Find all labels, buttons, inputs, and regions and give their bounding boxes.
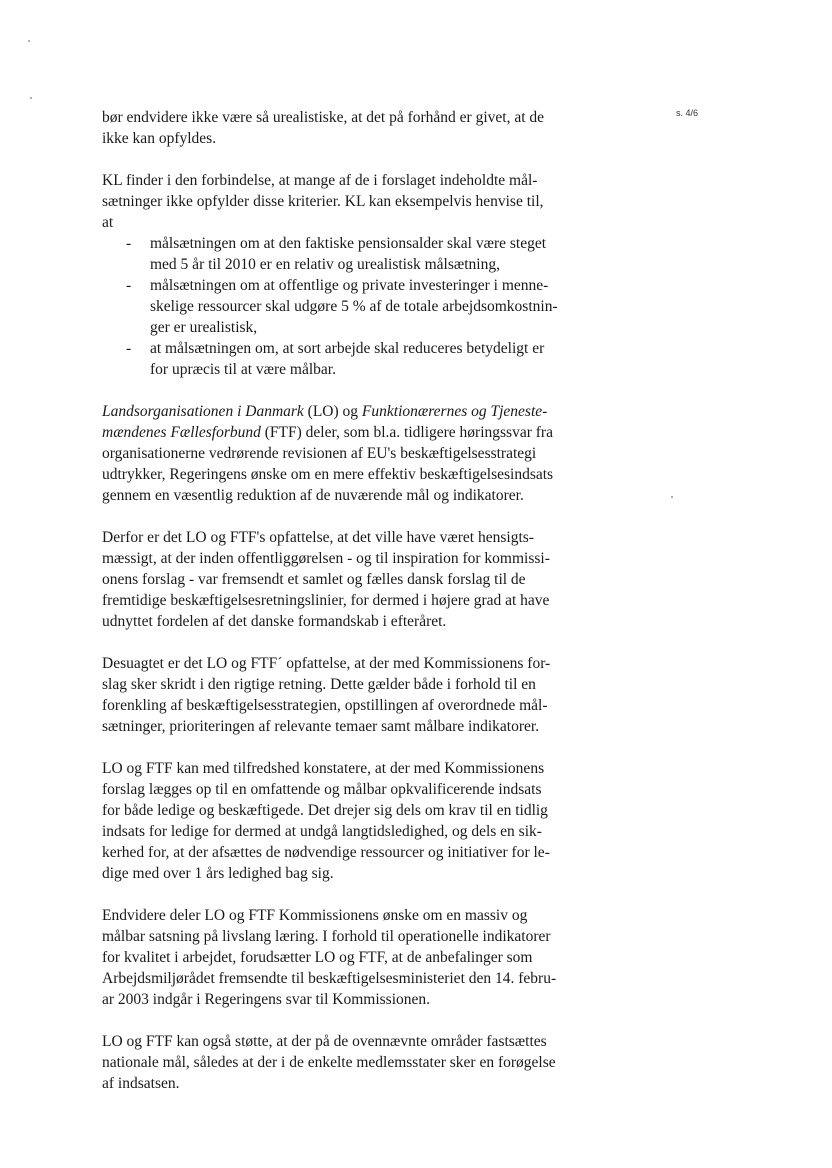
letter-body: [102, 107, 622, 1115]
paragraph-4: [102, 527, 622, 632]
text-line: KL finder i den forbindelse, at mange af de i forslaget indeholdte mål-: [102, 172, 538, 189]
text-line: forslag lægges op til en omfattende og målbar opkvalificerende indsats: [102, 781, 542, 798]
text-line: målsætningen om at den faktiske pensionsalder skal være steget: [150, 235, 547, 252]
paragraph-1: [102, 107, 622, 149]
text-line: LO og FTF kan også støtte, at der på de ovennævnte områder fastsættes: [102, 1033, 547, 1050]
dash-marker: -: [126, 277, 132, 294]
paragraph-7: [102, 905, 622, 1010]
list-item: [102, 275, 622, 338]
text-line: af indsatsen.: [102, 1075, 180, 1092]
org-name-ftf: Funktionærernes og Tjeneste-: [361, 403, 548, 420]
text-line: kerhed for, at der afsættes de nødvendige ressourcer og initiativer for le-: [102, 844, 550, 861]
text-line: at: [102, 214, 114, 231]
criteria-list: [102, 233, 622, 380]
text-fragment: (LO) og: [303, 403, 362, 420]
paragraph-3: [102, 401, 622, 506]
text-line: udnyttet fordelen af det danske formandskab i efteråret.: [102, 613, 447, 630]
list-item: [102, 233, 622, 275]
paragraph-2: [102, 170, 622, 380]
text-line: for både ledige og beskæftigede. Det drejer sig dels om krav til en tidlig: [102, 802, 548, 819]
scan-speck-2: [30, 97, 32, 99]
text-line: ikke kan opfyldes.: [102, 130, 217, 147]
text-line: nationale mål, således at der i de enkelte medlemsstater sker en forøgelse: [102, 1054, 556, 1071]
text-line: organisationerne vedrørende revisionen af EU's beskæftigelsesstrategi: [102, 445, 537, 462]
text-line: bør endvidere ikke være så urealistiske, at det på forhånd er givet, at de: [102, 109, 545, 126]
text-line: [102, 401, 622, 422]
text-line: indsats for ledige for dermed at undgå langtidsledighed, og dels en sik-: [102, 823, 542, 840]
text-line: forenkling af beskæftigelsesstrategien, opstillingen af overordnede mål-: [102, 697, 548, 714]
text-line: med 5 år til 2010 er en relativ og urealistisk målsætning,: [150, 256, 500, 273]
paragraph-5: [102, 653, 622, 737]
text-line: LO og FTF kan med tilfredshed konstatere, at der med Kommissionens: [102, 760, 545, 777]
org-name-ftf-cont: mændenes Fællesforbund: [102, 424, 261, 441]
scan-speck-1: [28, 40, 30, 42]
text-line: for kvalitet i arbejdet, forudsætter LO og FTF, at de anbefalinger som: [102, 949, 533, 966]
text-line: ar 2003 indgår i Regeringens svar til Kommissionen.: [102, 991, 431, 1008]
dash-marker: -: [126, 235, 132, 252]
list-item: [102, 338, 622, 380]
text-line: slag sker skridt i den rigtige retning. Dette gælder både i forhold til en: [102, 676, 536, 693]
text-line: sætninger, prioriteringen af relevante temaer samt målbare indikatorer.: [102, 718, 540, 735]
scan-speck-3: [671, 496, 673, 498]
text-line: skelige ressourcer skal udgøre 5 % af de totale arbejdsomkostnin-: [150, 298, 558, 315]
text-line: målbar satsning på livslang læring. I forhold til operationelle indikatorer: [102, 928, 551, 945]
text-line: for upræcis til at være målbar.: [150, 361, 336, 378]
text-line: Derfor er det LO og FTF's opfattelse, at det ville have været hensigts-: [102, 529, 534, 546]
text-line: Endvidere deler LO og FTF Kommissionens ønske om en massiv og: [102, 907, 528, 924]
text-line: fremtidige beskæftigelsesretningslinier, for dermed i højere grad at have: [102, 592, 550, 609]
text-line: dige med over 1 års ledighed bag sig.: [102, 865, 334, 882]
text-line: målsætningen om at offentlige og private investeringer i menne-: [150, 277, 549, 294]
text-line: Arbejdsmiljørådet fremsendte til beskæftigelsesministeriet den 14. febru-: [102, 970, 557, 987]
text-line: udtrykker, Regeringens ønske om en mere effektiv beskæftigelsesindsats: [102, 466, 554, 483]
text-line: Desuagtet er det LO og FTF´ opfattelse, at der med Kommissionens for-: [102, 655, 551, 672]
paragraph-6: [102, 758, 622, 884]
paragraph-8: [102, 1031, 622, 1094]
text-line: ger er urealistisk,: [150, 319, 258, 336]
text-line: gennem en væsentlig reduktion af de nuværende mål og indikatorer.: [102, 487, 524, 504]
text-line: onens forslag - var fremsendt et samlet og fælles dansk forslag til de: [102, 571, 526, 588]
text-line: mæssigt, at der inden offentliggørelsen - og til inspiration for kommissi-: [102, 550, 550, 567]
page-number: s. 4/6: [676, 108, 699, 118]
text-line: at målsætningen om, at sort arbejde skal reduceres betydeligt er: [150, 340, 545, 357]
text-fragment: (FTF) deler, som bl.a. tidligere høringssvar fra: [260, 424, 553, 441]
dash-marker: -: [126, 340, 132, 357]
text-line: [102, 422, 622, 443]
org-name-lo: Landsorganisationen i Danmark: [102, 403, 304, 420]
text-line: sætninger ikke opfylder disse kriterier. KL kan eksempelvis henvise til,: [102, 193, 544, 210]
